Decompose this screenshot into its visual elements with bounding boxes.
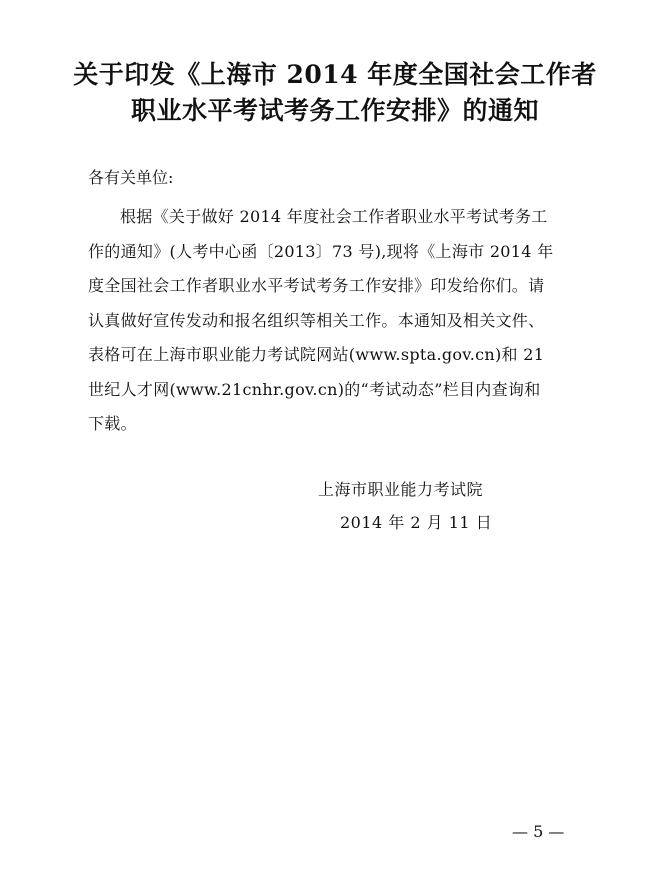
page-number: — 5 — [512,822,565,841]
body-line-5: 表格可在上海市职业能力考试院网站(www.spta.gov.cn)和 21 [88,345,545,364]
issue-date: 2014 年 2 月 11 日 [340,513,493,532]
body-line-3: 度全国社会工作者职业水平考试考务工作安排》印发给你们。请 [88,276,545,295]
document-title-line-2: 职业水平考试考务工作安排》的通知 [130,96,539,125]
body-line-6: 世纪人才网(www.21cnhr.gov.cn)的“考试动态”栏目内查询和 [88,379,541,399]
body-paragraph [88,200,608,442]
salutation: 各有关单位: [88,168,174,187]
body-line-7: 下载。 [88,414,137,433]
signer: 上海市职业能力考试院 [318,480,484,499]
body-line-1: 根据《关于做好 2014 年度社会工作者职业水平考试考务工 [120,207,548,226]
body-line-4: 认真做好宣传发动和报名组织等相关工作。本通知及相关文件、 [88,310,545,330]
document-title-line-1: 关于印发《上海市 2014 年度全国社会工作者 [73,60,597,89]
body-line-2: 作的通知》(人考中心函〔2013〕73 号),现将《上海市 2014 年 [88,241,554,261]
